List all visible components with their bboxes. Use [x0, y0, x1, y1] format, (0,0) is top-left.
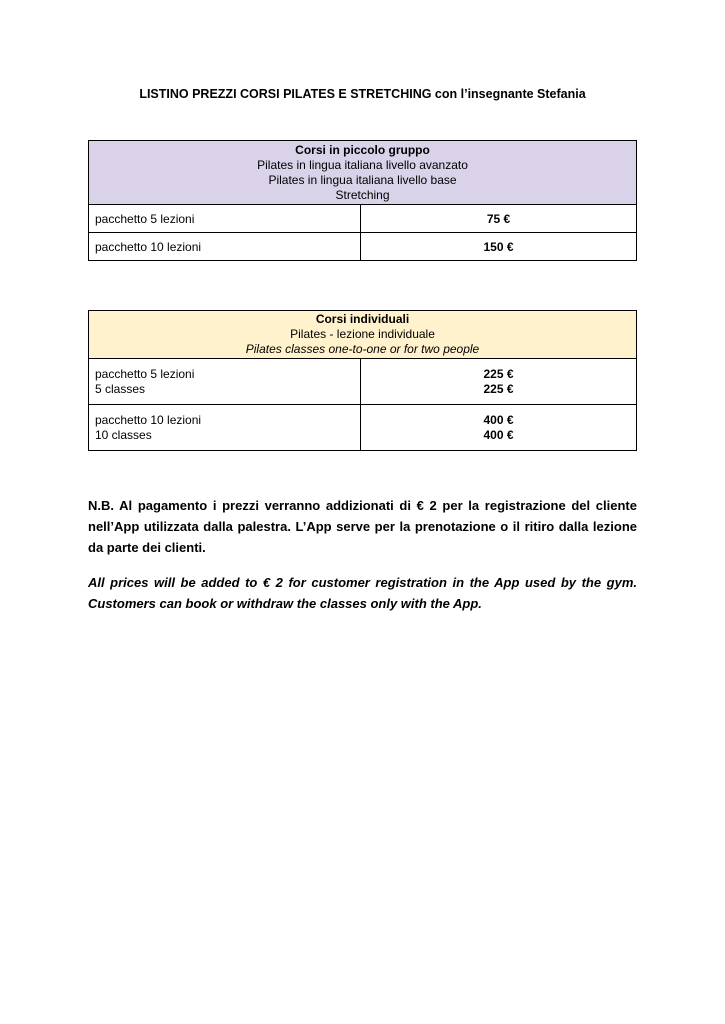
package-label-en: 5 classes	[95, 381, 146, 396]
package-label: pacchetto 10 lezioni	[89, 233, 361, 261]
group-courses-header	[89, 141, 637, 205]
package-label-en: 10 classes	[95, 427, 152, 442]
course-line-base: Pilates in lingua italiana livello base	[268, 172, 457, 187]
package-label-cell	[89, 405, 361, 451]
package-price-en: 400 €	[483, 427, 514, 442]
individual-courses-table	[88, 310, 637, 451]
individual-course-line: Pilates - lezione individuale	[290, 327, 435, 341]
course-line-advanced: Pilates in lingua italiana livello avanzato	[257, 157, 468, 172]
package-price-cell	[361, 359, 637, 405]
individual-course-line-en: Pilates classes one-to-one or for two people	[245, 342, 480, 356]
course-line-stretching: Stretching	[335, 187, 390, 202]
note-italian: N.B. Al pagamento i prezzi verranno addizionati di € 2 per la registrazione del cliente nell’App utilizzata dalla palestra. L’App serve per la prenotazione o il ritiro dalla lezione da parte dei clienti.	[88, 498, 637, 555]
package-price: 150 €	[361, 233, 637, 261]
individual-courses-header	[89, 311, 637, 359]
group-courses-title: Corsi in piccolo gruppo	[295, 142, 430, 157]
note-english: All prices will be added to € 2 for customer registration in the App used by the gym. Customers can book or withdraw the classes only with the App.	[88, 575, 637, 611]
table-row	[89, 205, 637, 233]
table-header-row	[89, 141, 637, 205]
package-label-cell	[89, 359, 361, 405]
package-price-cell	[361, 405, 637, 451]
package-price-en: 225 €	[483, 381, 514, 396]
individual-courses-title: Corsi individuali	[315, 312, 410, 326]
group-courses-table	[88, 140, 637, 261]
package-label: pacchetto 5 lezioni	[95, 366, 195, 381]
package-price: 75 €	[361, 205, 637, 233]
package-price: 225 €	[483, 366, 514, 381]
table-row	[89, 359, 637, 405]
table-row	[89, 233, 637, 261]
page-title: LISTINO PREZZI CORSI PILATES E STRETCHING con l’insegnante Stefania	[139, 87, 586, 101]
table-header-row	[89, 311, 637, 359]
table-row	[89, 405, 637, 451]
package-label: pacchetto 10 lezioni	[95, 412, 202, 427]
package-label: pacchetto 5 lezioni	[89, 205, 361, 233]
package-price: 400 €	[483, 412, 514, 427]
